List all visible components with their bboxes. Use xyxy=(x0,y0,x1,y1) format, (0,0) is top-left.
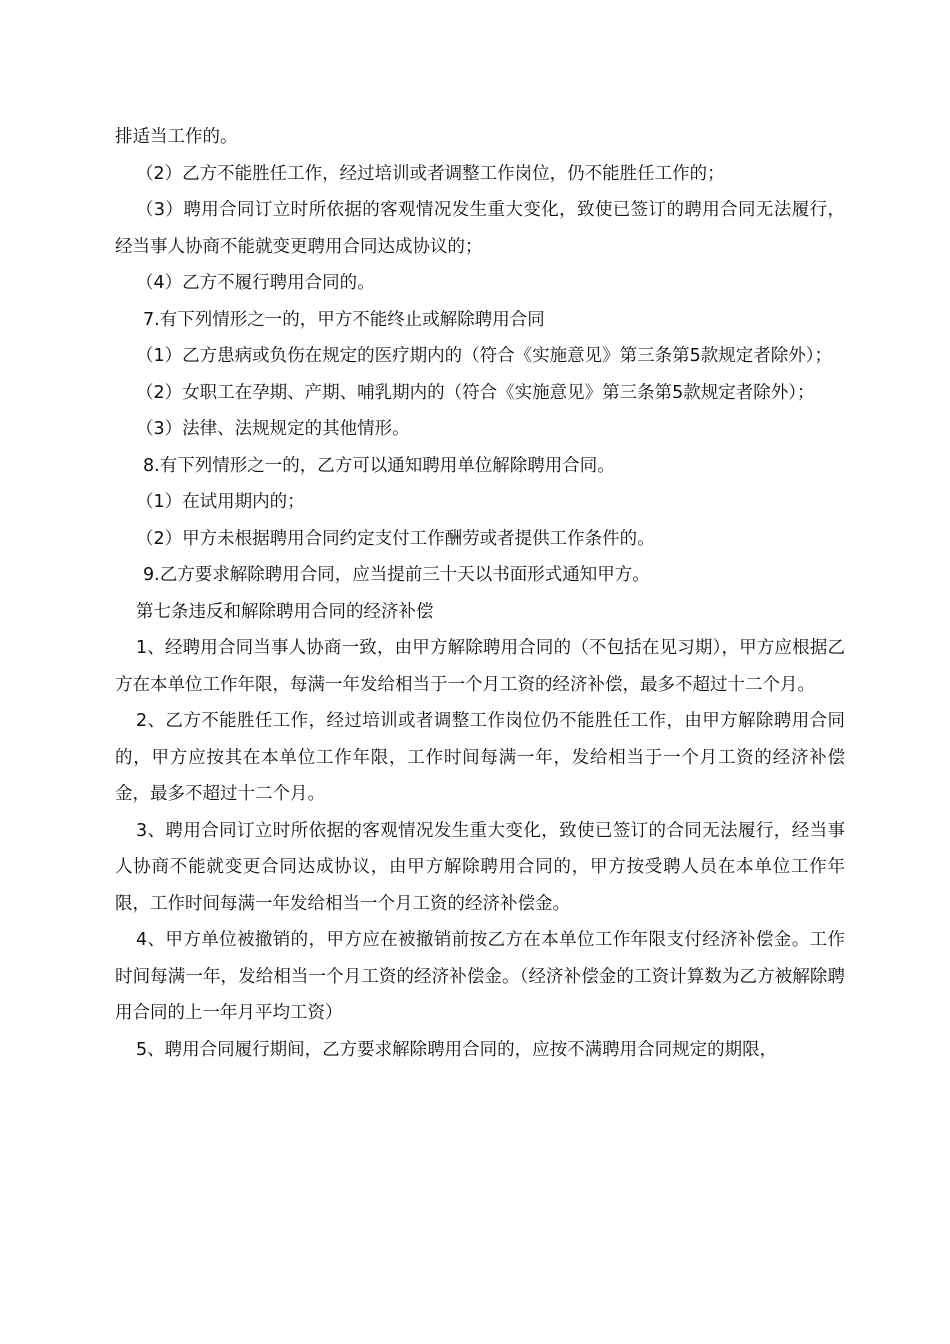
paragraph-item-4: （4）乙方不履行聘用合同的。 xyxy=(136,273,375,293)
article-7-heading: 第七条违反和解除聘用合同的经济补偿 xyxy=(136,601,434,622)
clause-7-item-3: （3）法律、法规规定的其他情形。 xyxy=(136,419,410,439)
clause-7-item-2: （2）女职工在孕期、产期、哺乳期内的（符合《实施意见》第三条第5款规定者除外）； xyxy=(136,382,815,403)
paragraph-item-3: （3）聘用合同订立时所依据的客观情况发生重大变化，致使已签订的聘用合同无法履行，经当事人协商不能就变更聘用合同达成协议的； xyxy=(115,200,845,257)
clause-8-item-1: （1）在试用期内的； xyxy=(136,492,305,512)
paragraph-item-2: （2）乙方不能胜任工作，经过培训或者调整工作岗位，仍不能胜任工作的； xyxy=(136,163,725,184)
article-7-item-2: 2、乙方不能胜任工作，经过培训或者调整工作岗位仍不能胜任工作，由甲方解除聘用合同的，甲方应按其在本单位工作年限，工作时间每满一年，发给相当于一个月工资的经济补偿金，最多不超过十二个月。 xyxy=(115,711,845,804)
article-7-item-1: 1、经聘用合同当事人协商一致，由甲方解除聘用合同的（不包括在见习期），甲方应根据乙方在本单位工作年限，每满一年发给相当于一个月工资的经济补偿，最多不超过十二个月。 xyxy=(115,638,845,695)
article-7-item-4: 4、甲方单位被撤销的，甲方应在被撤销前按乙方在本单位工作年限支付经济补偿金。工作时间每满一年，发给相当一个月工资的经济补偿金。（经济补偿金的工资计算数为乙方被解除聘用合同的上一年月平均工资） xyxy=(115,930,845,1023)
clause-7-item-1: （1）乙方患病或负伤在规定的医疗期内的（符合《实施意见》第三条第5款规定者除外）； xyxy=(136,346,833,366)
article-7-item-3: 3、聘用合同订立时所依据的客观情况发生重大变化，致使已签订的合同无法履行，经当事人协商不能就变更合同达成协议，由甲方解除聘用合同的，甲方按受聘人员在本单位工作年限，工作时间每满一年发给相当一个月工资的经济补偿金。 xyxy=(115,820,845,914)
clause-8: 8.有下列情形之一的，乙方可以通知聘用单位解除聘用合同。 xyxy=(143,455,615,476)
clause-8-item-2: （2）甲方未根据聘用合同约定支付工作酬劳或者提供工作条件的。 xyxy=(136,528,655,549)
article-7-item-5: 5、聘用合同履行期间，乙方要求解除聘用合同的，应按不满聘用合同规定的期限， xyxy=(136,1039,778,1060)
document-body xyxy=(115,119,845,1068)
paragraph-continuation: 排适当工作的。 xyxy=(115,127,238,147)
clause-9: 9.乙方要求解除聘用合同，应当提前三十天以书面形式通知甲方。 xyxy=(143,565,650,585)
clause-7: 7.有下列情形之一的，甲方不能终止或解除聘用合同 xyxy=(143,309,545,330)
